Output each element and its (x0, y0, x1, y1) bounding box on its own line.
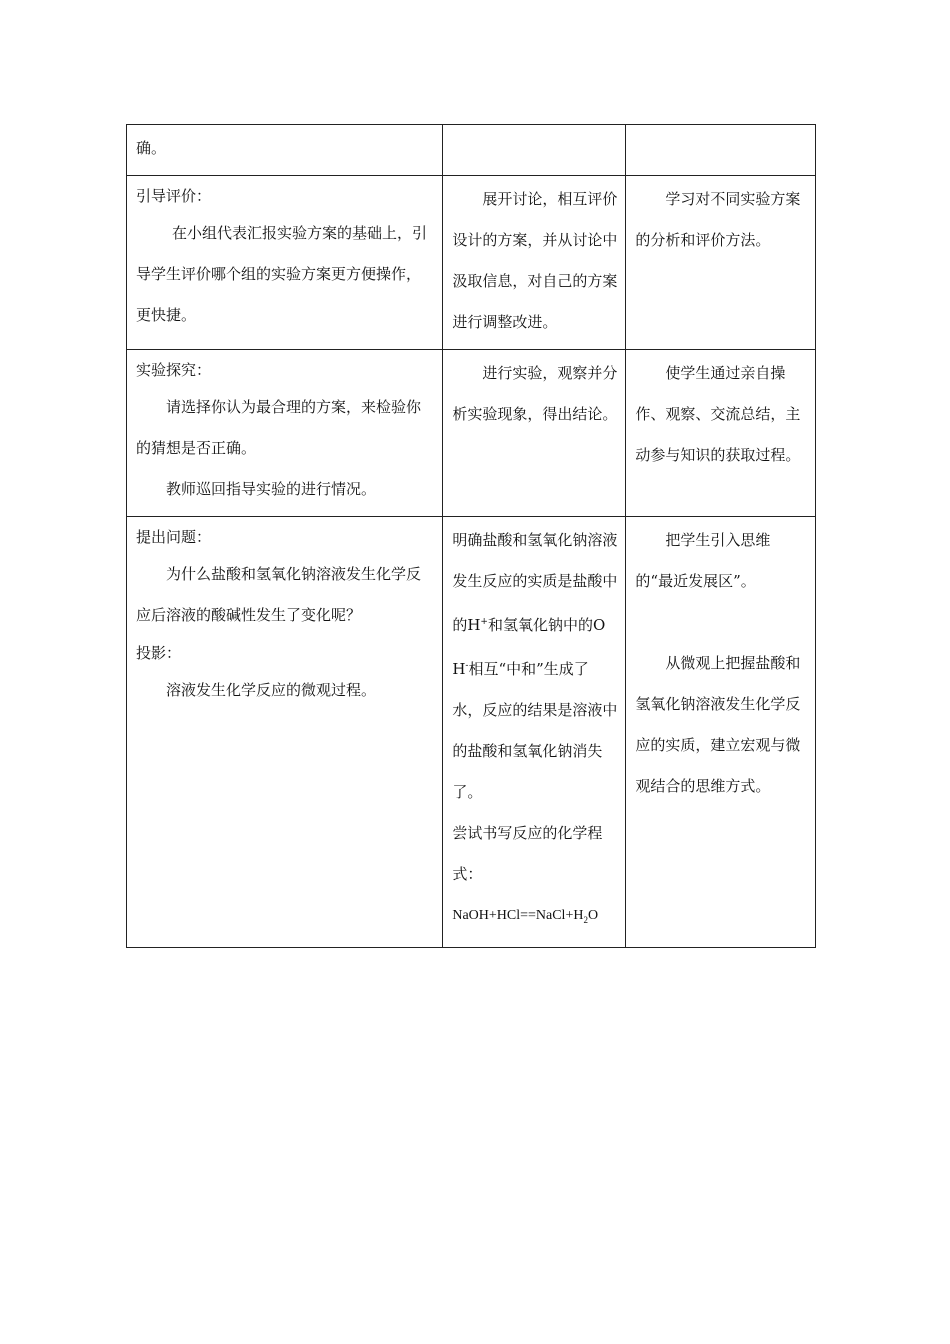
cell-text: 确。 (136, 139, 167, 157)
cell-paragraph: 把学生引入思维的“最近发展区”。 (635, 531, 771, 590)
student-activity-cell (443, 517, 626, 948)
design-intent-cell (626, 125, 816, 176)
chemical-equation (452, 895, 617, 941)
teacher-activity-cell (127, 125, 443, 176)
cell-paragraph: 使学生通过亲自操作、观察、交流总结，主动参与知识的获取过程。 (635, 364, 801, 464)
cell-paragraph: 从微观上把握盐酸和氢氧化钠溶液发生化学反应的实质，建立宏观与微观结合的思维方式。 (635, 654, 801, 795)
text-run: 相互“中和”生成了水，反应的结果是溶液中的盐酸和氢氧化钠消失了。 (452, 660, 618, 801)
subscript-number: 2 (583, 914, 588, 925)
cell-paragraph: 在小组代表汇报实验方案的基础上，引导学生评价哪个组的实验方案更方便操作，更快捷。 (136, 224, 428, 324)
table-row (127, 517, 816, 948)
design-intent-cell (626, 517, 816, 948)
student-activity-cell (443, 350, 626, 517)
equation-part: NaOH+HCl==NaCl+H (452, 908, 584, 923)
superscript-charge: - (465, 661, 469, 671)
section-heading: 引导评价： (136, 187, 212, 205)
design-intent-cell (626, 176, 816, 350)
student-activity-cell (443, 125, 626, 176)
table-row (127, 350, 816, 517)
cell-paragraph: 投影： (136, 644, 182, 662)
cell-paragraph: 溶液发生化学反应的微观过程。 (166, 681, 377, 699)
text-run: 和氢氧化钠中的OH (452, 616, 606, 678)
cell-paragraph: 教师巡回指导实验的进行情况。 (166, 480, 377, 498)
cell-paragraph: 进行实验，观察并分析实验现象，得出结论。 (452, 364, 618, 423)
table-row (127, 125, 816, 176)
spacer (635, 602, 807, 643)
cell-paragraph: 请选择你认为最合理的方案，来检验你的猜想是否正确。 (136, 398, 422, 457)
design-intent-cell (626, 350, 816, 517)
teacher-activity-cell (127, 517, 443, 948)
lesson-plan-table (126, 124, 816, 948)
text-run: 明确盐酸和氢氧化钠溶液发生反应的实质是盐酸中的H (452, 531, 618, 634)
cell-paragraph: 尝试书写反应的化学程式： (452, 824, 603, 883)
cell-paragraph: 展开讨论，相互评价设计的方案，并从讨论中汲取信息，对自己的方案进行调整改进。 (452, 190, 618, 331)
cell-paragraph: 为什么盐酸和氢氧化钠溶液发生化学反应后溶液的酸碱性发生了变化呢？ (136, 565, 422, 624)
student-activity-cell (443, 176, 626, 350)
table-row (127, 176, 816, 350)
teacher-activity-cell (127, 350, 443, 517)
cell-paragraph (452, 520, 617, 813)
teacher-activity-cell (127, 176, 443, 350)
cell-paragraph: 学习对不同实验方案的分析和评价方法。 (635, 190, 801, 249)
section-heading: 提出问题： (136, 528, 212, 546)
superscript-charge: + (480, 617, 488, 627)
section-heading: 实验探究： (136, 361, 212, 379)
equation-part: O (587, 908, 599, 923)
